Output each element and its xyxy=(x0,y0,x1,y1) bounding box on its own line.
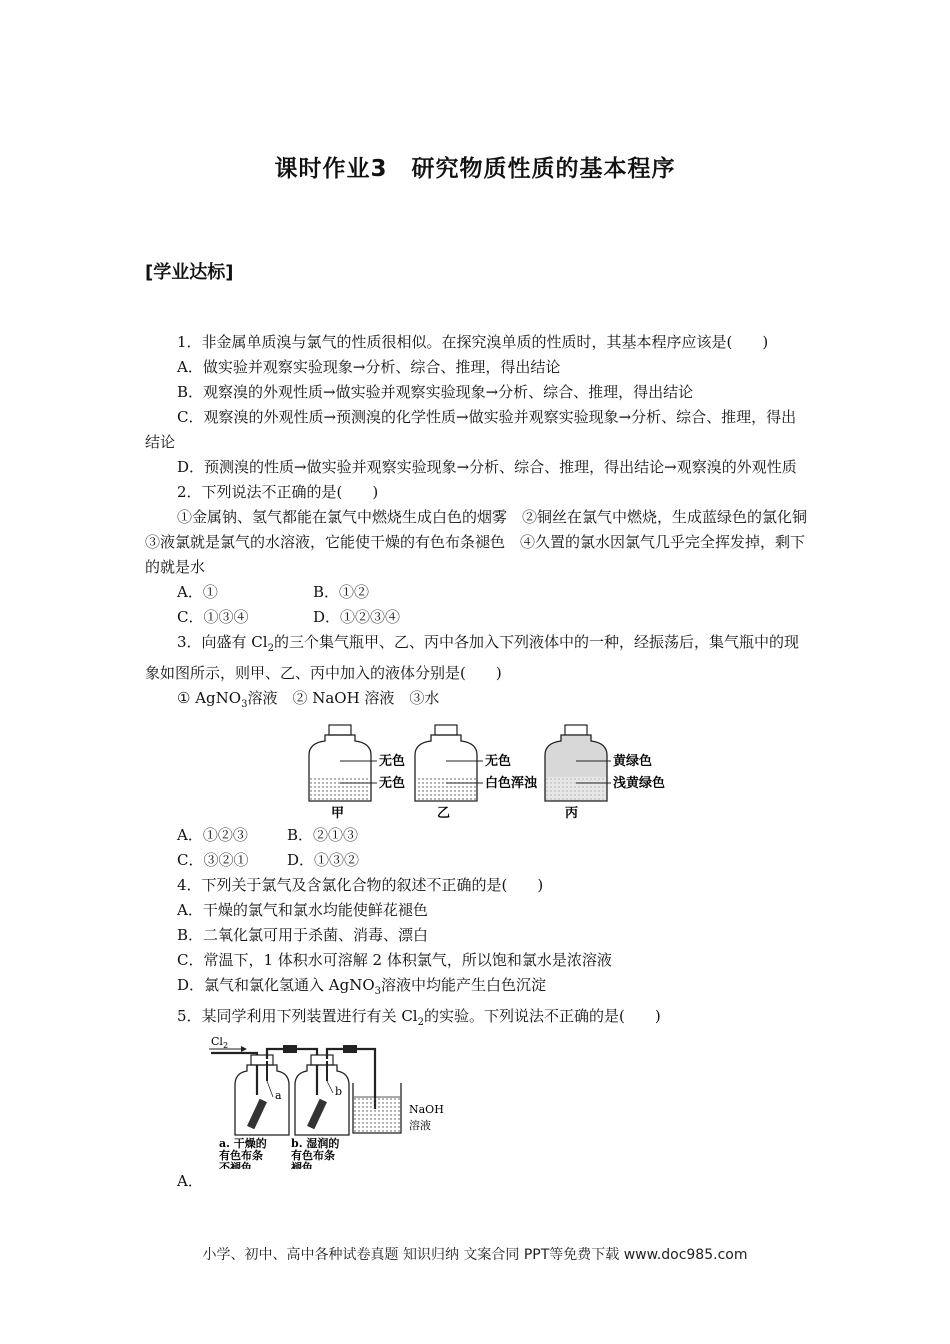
q4-option-d-post: 溶液中均能产生白色沉淀 xyxy=(381,976,547,994)
q3-liquids-pre: ① AgNO xyxy=(177,689,242,707)
q3-jars-diagram xyxy=(145,721,810,821)
q3-stem-post: 的三个集气瓶甲、乙、丙中各加入下列液体中的一种，经振荡后，集气瓶中的现象如图所示，则甲、乙、丙中加入的液体分别是( ) xyxy=(145,633,799,682)
label-b: b xyxy=(335,1085,343,1098)
q4-option-c: C．常温下，1 体积水可溶解 2 体积氯气，所以饱和氯水是浓溶液 xyxy=(177,951,612,969)
q3-liquids-sub: 3 xyxy=(241,699,248,710)
q2-options-row2 xyxy=(145,605,810,630)
caption-b-1: b. 湿润的 xyxy=(291,1137,340,1150)
caption-a-2: 有色布条 xyxy=(219,1149,263,1162)
q3-options-row2 xyxy=(145,848,810,873)
q5-stem xyxy=(145,1004,810,1035)
jar-bing-top-label: 黄绿色 xyxy=(613,754,653,769)
q4-stem: 4．下列关于氯气及含氯化合物的叙述不正确的是( ) xyxy=(177,876,544,894)
q2-option-a: A．① xyxy=(177,583,218,601)
q3-stem xyxy=(145,630,810,686)
q3-option-b: B．②①③ xyxy=(287,826,359,844)
q3-liquids xyxy=(145,686,810,717)
jar-yi-name: 乙 xyxy=(437,806,451,821)
caption-b-3: 褪色 xyxy=(291,1161,313,1169)
beaker-naoh xyxy=(353,1083,401,1133)
q2-options-row1 xyxy=(145,580,810,605)
jar-yi xyxy=(415,725,483,801)
q3-figure xyxy=(145,721,810,821)
q2-option-b: B．①② xyxy=(313,583,370,601)
q5-stem-post: 的实验。下列说法不正确的是( ) xyxy=(423,1007,661,1025)
jar-jia xyxy=(309,725,377,801)
section-heading: [学业达标] xyxy=(145,262,234,283)
jar-yi-bottom-label: 白色浑浊 xyxy=(485,776,538,791)
label-a: a xyxy=(275,1089,282,1102)
q3-options-row1 xyxy=(145,823,810,848)
jar-jia-name: 甲 xyxy=(331,806,345,821)
q4-option-d-sub: 3 xyxy=(374,986,382,997)
q5-figure xyxy=(145,1037,810,1169)
q3-liquids-post: 溶液 ② NaOH 溶液 ③水 xyxy=(247,689,440,707)
q2-option-d: D．①②③④ xyxy=(313,608,401,626)
question-list xyxy=(145,330,823,1194)
q4-option-d xyxy=(145,973,810,1004)
q4-option-a: A．干燥的氯气和氯水均能使鲜花褪色 xyxy=(177,901,428,919)
q5-stem-sub: 2 xyxy=(417,1017,424,1028)
q1-stem: 1．非金属单质溴与氯气的性质很相似。在探究溴单质的性质时，其基本程序应该是( ) xyxy=(177,333,769,351)
q2-stem: 2．下列说法不正确的是( ) xyxy=(177,483,379,501)
jar-yi-top-label: 无色 xyxy=(485,754,512,769)
caption-a-3: 不褪色 xyxy=(219,1161,252,1169)
q5-stem-pre: 5．某同学利用下列装置进行有关 Cl xyxy=(177,1007,418,1025)
q2-body: ①金属钠、氢气都能在氯气中燃烧生成白色的烟雾 ②铜丝在氯气中燃烧，生成蓝绿色的氯化铜 ③液氯就是氯气的水溶液，它能使干燥的有色布条褪色 ④久置的氯水因氯气几乎完全挥发掉，剩下的就是水 xyxy=(145,508,823,576)
gas-label: $Cl_2$ xyxy=(211,1037,229,1050)
naoh-label-2: 溶液 xyxy=(409,1119,431,1132)
caption-b-2: 有色布条 xyxy=(291,1149,335,1162)
q3-stem-pre: 3．向盛有 Cl xyxy=(177,633,268,651)
q3-stem-sub: 2 xyxy=(267,643,274,654)
q2-option-c: C．①③④ xyxy=(177,608,249,626)
q1-option-b: B．观察溴的外观性质→做实验并观察实验现象→分析、综合、推理，得出结论 xyxy=(177,383,694,401)
caption-a-1: a. 干燥的 xyxy=(219,1137,267,1150)
q3-option-a: A．①②③ xyxy=(177,826,248,844)
naoh-label: NaOH xyxy=(409,1103,444,1116)
q3-option-c: C．③②① xyxy=(177,851,249,869)
q4-option-b: B．二氧化氯可用于杀菌、消毒、漂白 xyxy=(177,926,429,944)
page-title: 课时作业3 研究物质性质的基本程序 xyxy=(274,156,676,182)
jar-jia-bottom-label: 无色 xyxy=(379,776,406,791)
jar-jia-top-label: 无色 xyxy=(379,754,406,769)
q5-apparatus-diagram xyxy=(145,1037,810,1169)
q1-option-c: C．观察溴的外观性质→预测溴的化学性质→做实验并观察实验现象→分析、综合、推理，得出结论 xyxy=(145,408,797,451)
jar-bing-name: 丙 xyxy=(565,806,579,821)
q4-option-d-pre: D．氯气和氯化氢通入 AgNO xyxy=(177,976,375,994)
jar-bing xyxy=(545,725,611,801)
jar-bing-bottom-label: 浅黄绿色 xyxy=(613,776,666,791)
q3-option-d: D．①③② xyxy=(287,851,360,869)
q1-option-d: D．预测溴的性质→做实验并观察实验现象→分析、综合、推理，得出结论→观察溴的外观性质 xyxy=(177,458,797,476)
q5-option-a: A． xyxy=(177,1172,203,1190)
q1-option-a: A．做实验并观察实验现象→分析、综合、推理，得出结论 xyxy=(177,358,561,376)
page-footer: 小学、初中、高中各种试卷真题 知识归纳 文案合同 PPT等免费下载 www.doc985.com xyxy=(202,1247,748,1263)
